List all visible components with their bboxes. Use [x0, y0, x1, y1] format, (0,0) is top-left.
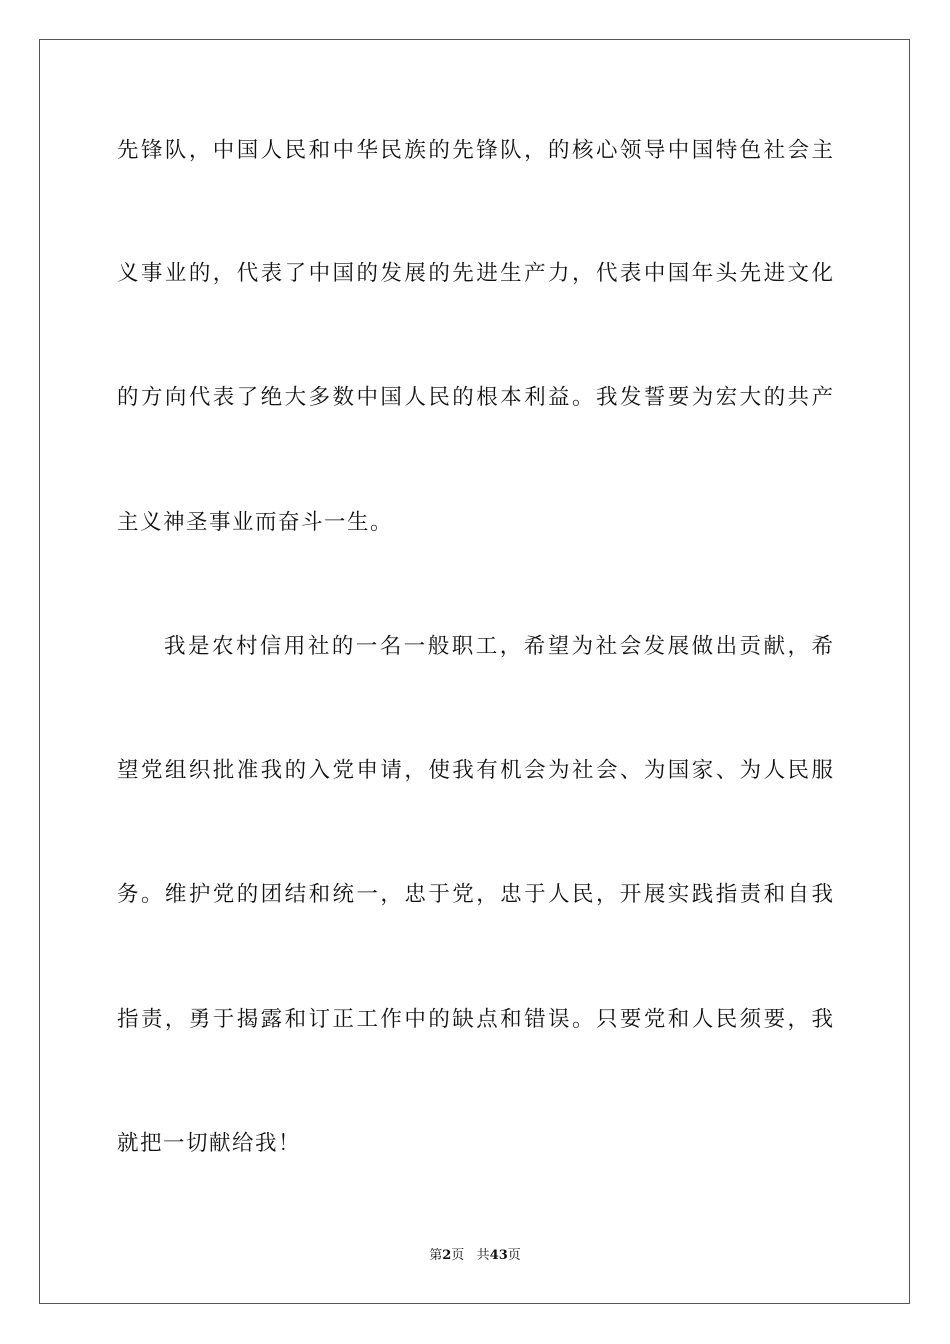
- page-footer: [0, 1247, 950, 1265]
- paragraph-line-7: 务。维护党的团结和统一，忠于党，忠于人民，开展实践指责和自我: [117, 882, 833, 907]
- footer-total-prefix: 共: [476, 1248, 490, 1263]
- paragraph-line-8: 指责，勇于揭露和订正工作中的缺点和错误。只要党和人民须要，我: [117, 1007, 833, 1032]
- page-border: [39, 39, 910, 1304]
- footer-page-prefix: 第: [429, 1248, 443, 1263]
- footer-page-number: 2: [442, 1248, 452, 1263]
- paragraph-line-5: 我是农村信用社的一名一般职工，希望为社会发展做出贡献，希: [164, 634, 833, 659]
- paragraph-line-2: 义事业的，代表了中国的发展的先进生产力，代表中国年头先进文化: [117, 261, 833, 286]
- paragraph-line-6: 望党组织批准我的入党申请，使我有机会为社会、为国家、为人民服: [117, 758, 833, 783]
- footer-page-suffix: 页: [451, 1248, 465, 1263]
- paragraph-line-4: 主义神圣事业而奋斗一生。: [117, 510, 394, 535]
- footer-total-suffix: 页: [507, 1248, 521, 1263]
- paragraph-line-3: 的方向代表了绝大多数中国人民的根本利益。我发誓要为宏大的共产: [117, 385, 833, 410]
- paragraph-line-1: 先锋队，中国人民和中华民族的先锋队，的核心领导中国特色社会主: [117, 138, 833, 163]
- paragraph-line-9: 就把一切献给我！: [117, 1131, 302, 1156]
- footer-total-pages: 43: [489, 1248, 508, 1263]
